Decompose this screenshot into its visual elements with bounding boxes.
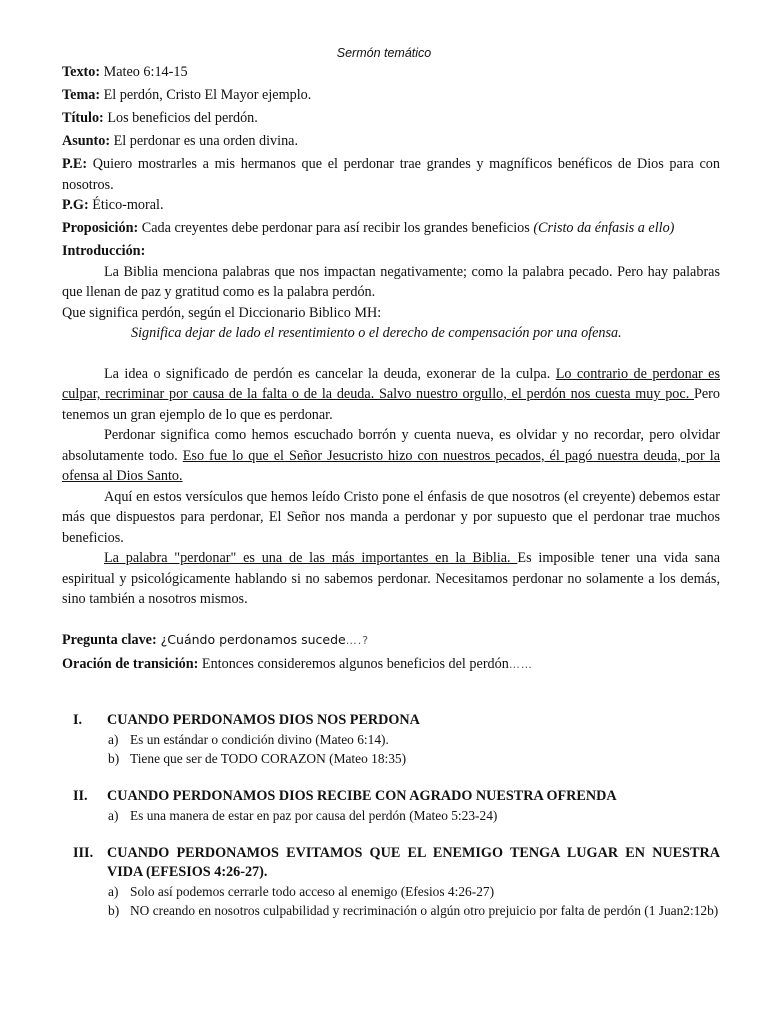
meta-texto	[62, 62, 720, 83]
intro-paragraph-3	[62, 364, 720, 426]
document-header: Sermón temático	[336, 46, 432, 60]
text: La idea o significado de perdón es cancelar la deuda, exonerar de la culpa.	[104, 365, 556, 382]
text: Es imposible tener una vida sana espiritual y psicológicamente hablando si no sabemos perdonar. Necesitamos perdonar no solamente a los demás, sino también a nosotros mismos.	[62, 550, 721, 607]
meta-label: Título:	[62, 110, 104, 126]
spacer	[62, 825, 720, 844]
meta-value: Ético-moral.	[88, 197, 164, 213]
item-letter: b)	[108, 903, 120, 918]
meta-value: Quiero mostrarles a mis hermanos que el perdonar trae grandes y magníficos benéficos de Dios para con nosotros.	[62, 156, 720, 193]
section-title: CUANDO PERDONAMOS EVITAMOS QUE EL ENEMIGO TENGA LUGAR EN NUESTRA VIDA (EFESIOS 4:26-27).	[107, 845, 720, 880]
spacer	[62, 610, 720, 630]
pregunta-dots: ….?	[345, 633, 370, 647]
proposicion-emphasis: (Cristo da énfasis a ello)	[533, 220, 675, 236]
underlined-text: Lo contrario de perdonar es culpar, recriminar por causa de la falta o de la deuda. Salvo nuestro orgullo, el perdón nos cuesta muy poc.	[62, 365, 720, 402]
pregunta-clave	[62, 630, 720, 652]
section-title: CUANDO PERDONAMOS DIOS RECIBE CON AGRADO NUESTRA OFRENDA	[107, 788, 617, 804]
meta-pg	[62, 195, 720, 216]
section-heading	[62, 844, 720, 882]
section-number: I.	[73, 712, 83, 728]
list-item	[62, 806, 720, 825]
definition-quote: Significa dejar de lado el resentimiento o el derecho de compensación por una ofensa.	[131, 325, 622, 341]
pregunta-text: ¿Cuándo perdonamos sucede	[156, 631, 346, 647]
list-item	[62, 730, 720, 749]
intro-paragraph-1: La Biblia menciona palabras que nos impactan negativamente; como la palabra pecado. Pero hay palabras que llenan de paz y gratitud como es la palabra perdón.	[62, 263, 720, 300]
intro-paragraph-5: Aquí en estos versículos que hemos leído Cristo pone el énfasis de que nosotros (el creyente) debemos estar más que dispuestos para perdonar, El Señor nos manda a perdonar y por supuesto que el perdonar trae muchos beneficios.	[62, 488, 720, 546]
spacer	[62, 344, 720, 364]
proposicion-label: Proposición:	[62, 220, 139, 236]
list-item	[62, 882, 720, 901]
underlined-text: Eso fue lo que el Señor Jesucristo hizo con nuestros pecados, él pagó nuestra deuda, por la ofensa al Dios Santo.	[62, 447, 720, 484]
outline-section	[62, 844, 720, 920]
section-number: II.	[73, 788, 88, 804]
transicion-label: Oración de transición:	[62, 655, 199, 672]
section-items	[62, 730, 720, 768]
meta-value: El perdón, Cristo El Mayor ejemplo.	[100, 87, 312, 103]
intro-paragraph-2: Que significa perdón, según el Diccionario Biblico MH:	[62, 304, 382, 321]
meta-asunto	[62, 131, 720, 152]
item-text: NO creando en nosotros culpabilidad y recriminación o algún otro prejuicio por falta de perdón (1 Juan2:12b)	[130, 903, 719, 918]
outline-section	[62, 787, 720, 825]
meta-titulo	[62, 108, 720, 129]
meta-label: Texto:	[62, 64, 101, 80]
item-text: Es un estándar o condición divino (Mateo 6:14).	[130, 732, 389, 747]
meta-label: Asunto:	[62, 133, 111, 149]
meta-value: Mateo 6:14-15	[100, 64, 188, 80]
section-heading	[62, 787, 720, 806]
section-items	[62, 806, 720, 825]
item-text: Solo así podemos cerrarle todo acceso al enemigo (Efesios 4:26-27)	[130, 884, 495, 899]
meta-value: El perdonar es una orden divina.	[110, 133, 299, 149]
item-letter: b)	[108, 751, 120, 766]
intro-heading	[62, 241, 720, 262]
meta-tema	[62, 85, 720, 106]
proposicion-text: Cada creyentes debe perdonar para así recibir los grandes beneficios	[138, 220, 534, 236]
spacer	[62, 675, 720, 711]
meta-value: Los beneficios del perdón.	[103, 110, 258, 126]
text: Pero tenemos un gran ejemplo de lo que es perdonar.	[62, 386, 720, 423]
item-text: Es una manera de estar en paz por causa del perdón (Mateo 5:23-24)	[130, 808, 498, 823]
intro-paragraph-4	[62, 425, 720, 487]
spacer	[62, 768, 720, 787]
meta-label: P.E:	[62, 156, 88, 172]
item-letter: a)	[108, 732, 119, 747]
item-text: Tiene que ser de TODO CORAZON (Mateo 18:35)	[130, 751, 407, 766]
document-body	[62, 62, 720, 920]
section-heading	[62, 711, 720, 730]
intro-paragraph-6	[62, 548, 720, 610]
item-letter: a)	[108, 808, 119, 823]
transicion-dots: ……	[508, 657, 533, 671]
intro-label: Introducción:	[62, 243, 146, 259]
text: Perdonar significa como hemos escuchado borrón y cuenta nueva, es olvidar y no recordar, pero olvidar absolutamente todo.	[62, 427, 720, 464]
section-number: III.	[73, 845, 94, 861]
outline-section	[62, 711, 720, 768]
meta-pe	[62, 154, 720, 195]
section-title: CUANDO PERDONAMOS DIOS NOS PERDONA	[107, 712, 420, 728]
meta-label: P.G:	[62, 197, 89, 213]
section-items	[62, 882, 720, 920]
pregunta-label: Pregunta clave:	[62, 631, 157, 648]
item-letter: a)	[108, 884, 119, 899]
meta-label: Tema:	[62, 87, 101, 103]
transicion-text: Entonces consideremos algunos beneficios del perdón	[198, 655, 509, 672]
proposicion	[62, 218, 720, 239]
underlined-text: La palabra "perdonar" es una de las más importantes en la Biblia.	[104, 550, 518, 566]
oracion-transicion	[62, 654, 720, 676]
list-item	[62, 901, 720, 920]
list-item	[62, 749, 720, 768]
